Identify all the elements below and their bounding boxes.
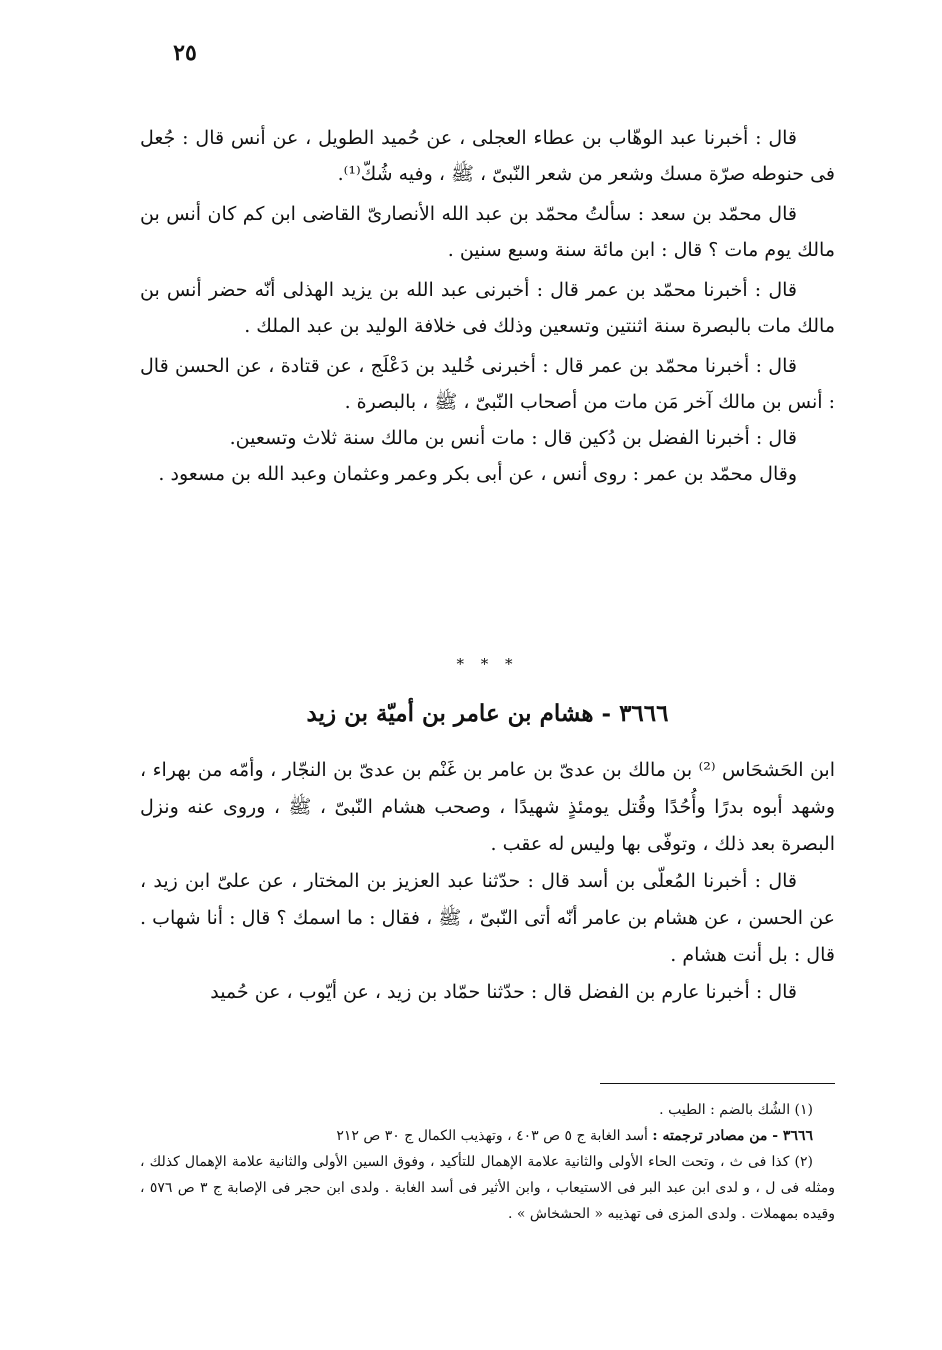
paragraph: قال : أخبرنا عبد الوهّاب بن عطاء العجلى ، عن حُميد الطويل ، عن أنس قال : جُعل فى حنوطه صرّة مسك وشعر من شعر النّبىّ ، ﷺ ، وفيه شُكّ⁽¹⁾. [140, 127, 835, 185]
entry-heading: ٣٦٦٦ - هشام بن عامر بن أميّة بن زيد [306, 700, 669, 727]
paragraph: وقال محمّد بن عمر : روى أنس ، عن أبى بكر وعمر وعثمان وعبد الله بن مسعود . [158, 463, 797, 485]
paragraph: قال : أخبرنا المُعلّى بن أسد قال : حدّثنا عبد العزيز بن المختار ، عن علىّ ابن زيد ، عن الحسن ، عن هشام بن عامر أنّه أتى النّبىّ ، ﷺ ، فقال : ما اسمك ؟ قال : أنا شهاب . قال : بل أنت هشام . [140, 870, 835, 966]
main-text-section-2 [140, 752, 835, 1011]
footnote-1: (١) الشُك بالضم : الطيب . [659, 1102, 813, 1118]
paragraph: ابن الحَشحَاس ⁽²⁾ بن مالك بن عدىّ بن عامر بن غَنْم بن عدىّ بن النجّار ، وأمّه من بهراء ، وشهد أبوه بدرًا وأُحُدًا وقُتل يومئذٍ شهيدًا ، وصحب هشام النّبىّ ، ﷺ ، وروى عنه ونزل البصرة بعد ذلك ، وتوفّى بها وليس له عقب . [140, 759, 835, 855]
paragraph: قال : أخبرنا محمّد بن عمر قال : أخبرنى خُليد بن دَعْلَج ، عن قتادة ، عن الحسن قال : أنس بن مالك آخر مَن مات من أصحاب النّبىّ ، ﷺ ، بالبصرة . [140, 355, 835, 413]
paragraph: قال : أخبرنا الفضل بن دُكين قال : مات أنس بن مالك سنة ثلاث وتسعين. [229, 427, 797, 449]
footnote-sources [140, 1123, 835, 1149]
paragraph: قال : أخبرنا محمّد بن عمر قال : أخبرنى عبد الله بن يزيد الهذلى أنّه حضر أنس بن مالك مات بالبصرة سنة اثنتين وتسعين وذلك فى خلافة الوليد بن عبد الملك . [140, 279, 835, 337]
main-text-section-1 [140, 120, 835, 492]
paragraph: قال محمّد بن سعد : سألتُ محمّد بن عبد الله الأنصارىّ القاضى ابن كم كان أنس بن مالك يوم مات ؟ قال : ابن مائة سنة وسبع سنين . [140, 203, 835, 261]
footnote-divider [600, 1083, 835, 1084]
paragraph: قال : أخبرنا عارم بن الفضل قال : حدّثنا حمّاد بن زيد ، عن أيّوب ، عن حُميد [210, 981, 797, 1003]
footnote-2: (٢) كذا فى ث ، وتحت الحاء الأولى والثانية علامة الإهمال للتأكيد ، وفوق السين الأولى والثانية علامة الإهمال كذلك ، ومثله فى ل ، و لدى ابن عبد البر فى الاستيعاب ، وابن الأثير فى أسد الغابة . ولدى ابن حجر فى الإصابة ج ٣ ص ٥٧٦ ، وقيده بمهملات . ولدى المزى فى تهذيبه « الحشخاش » . [140, 1154, 836, 1222]
sources-label: ٣٦٦٦ - من مصادر ترجمته : [652, 1128, 813, 1144]
section-separator: * * * [456, 655, 519, 673]
footnotes [140, 1097, 835, 1227]
page-number: ٢٥ [173, 40, 197, 66]
sources-text: أسد الغابة ج ٥ ص ٤٠٣ ، وتهذيب الكمال ج ٣٠ ص ٢١٢ [336, 1128, 648, 1144]
